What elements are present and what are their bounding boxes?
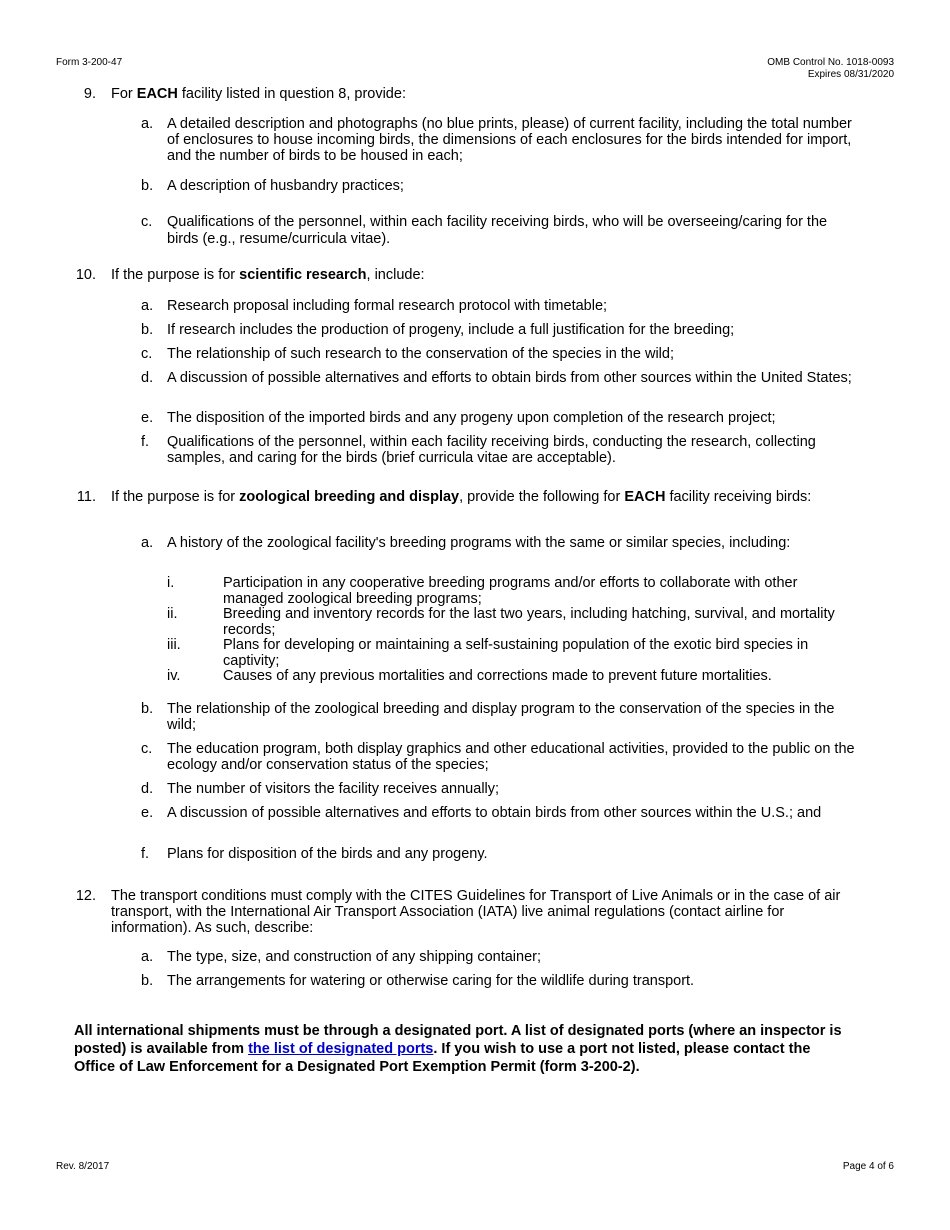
q10-item-f-text: Qualifications of the personnel, within each facility receiving birds, conducting the research, collecting samples, and caring for the birds (brief curricula vitae are acceptable).: [167, 434, 816, 466]
q12-item-a-text: The type, size, and construction of any shipping container;: [167, 949, 541, 965]
q11-roman-i-text: Participation in any cooperative breeding programs and/or efforts to collaborate with other managed zoological breeding programs;: [223, 575, 798, 607]
question-10-text: If the purpose is for scientific research, include:: [111, 267, 425, 283]
question-9-text: For EACH facility listed in question 8, provide:: [111, 86, 406, 102]
q11-roman-i-number: i.: [167, 575, 175, 591]
q12-item-b-text: The arrangements for watering or otherwise caring for the wildlife during transport.: [167, 973, 695, 989]
q11-item-b-text: The relationship of the zoological breeding and display program to the conservation of the species in the wild;: [167, 701, 835, 733]
q9-item-b-text: A description of husbandry practices;: [167, 178, 404, 194]
q10-item-e-letter: e.: [141, 410, 154, 426]
revision-date: Rev. 8/2017: [56, 1161, 110, 1172]
q11-item-b-letter: b.: [141, 701, 154, 717]
q11-item-c-text: The education program, both display graphics and other educational activities, provided to the public on the ecology and/or conservation status of the species;: [167, 741, 855, 773]
omb-control-number: OMB Control No. 1018-0093: [767, 57, 894, 68]
q9-item-c-text: Qualifications of the personnel, within each facility receiving birds, who will be overseeing/caring for the birds (e.g., resume/curricula vitae).: [167, 214, 828, 247]
q11-item-a-text: A history of the zoological facility's breeding programs with the same or similar species, including:: [167, 535, 791, 551]
q10-item-a-letter: a.: [141, 298, 154, 314]
q10-item-e-text: The disposition of the imported birds and any progeny upon completion of the research project;: [167, 410, 776, 426]
q10-item-b-letter: b.: [141, 322, 154, 338]
question-11-text: If the purpose is for zoological breeding and display, provide the following for EACH facility receiving birds:: [111, 489, 812, 505]
form-number: Form 3-200-47: [56, 57, 123, 68]
q11-item-f-text: Plans for disposition of the birds and any progeny.: [167, 846, 488, 862]
q10-item-c-text: The relationship of such research to the conservation of the species in the wild;: [167, 346, 674, 362]
q11-item-a-letter: a.: [141, 535, 154, 551]
question-11-number: 11.: [76, 489, 96, 505]
q11-item-f-letter: f.: [141, 846, 150, 862]
question-12-text: The transport conditions must comply with the CITES Guidelines for Transport of Live Animals or in the case of air transport, with the International Air Transport Association (IATA) live animal regulations (contact airline for information). As such, describe:: [111, 888, 841, 936]
q11-item-d-text: The number of visitors the facility receives annually;: [167, 781, 500, 797]
page-number: Page 4 of 6: [842, 1161, 894, 1172]
q10-item-f-letter: f.: [141, 434, 150, 450]
question-12-number: 12.: [75, 888, 96, 904]
q9-item-a-letter: a.: [141, 116, 154, 132]
q11-roman-ii-number: ii.: [167, 606, 178, 622]
q10-item-b-text: If research includes the production of progeny, include a full justification for the breeding;: [167, 322, 735, 338]
q11-roman-ii-text: Breeding and inventory records for the last two years, including hatching, survival, and mortality records;: [223, 606, 835, 638]
omb-control-block: [767, 57, 894, 81]
question-10-number: 10.: [75, 267, 96, 283]
q10-item-d-text: A discussion of possible alternatives and efforts to obtain birds from other sources within the United States;: [167, 370, 852, 386]
q11-item-e-text: A discussion of possible alternatives and efforts to obtain birds from other sources within the U.S.; and: [167, 805, 822, 821]
q9-item-a-text: A detailed description and photographs (no blue prints, please) of current facility, including the total number of enclosures to house incoming birds, the dimensions of each enclosures for the birds intended for import, and the number of birds to be housed in each;: [167, 116, 852, 164]
q11-roman-iv-number: iv.: [167, 668, 181, 684]
expiration-date: Expires 08/31/2020: [807, 69, 894, 80]
question-9-number: 9.: [83, 86, 96, 102]
q9-item-c-letter: c.: [141, 214, 153, 230]
q11-item-c-letter: c.: [141, 741, 153, 757]
designated-port-notice: All international shipments must be through a designated port. A list of designated ports (where an inspector is posted) is available from the list of designated ports. If you wish to use a port not listed, please contact the Office of Law Enforcement for a Designated Port Exemption Permit (form 3-200-2).: [74, 1023, 842, 1075]
q12-item-b-letter: b.: [141, 973, 154, 989]
q11-item-d-letter: d.: [141, 781, 154, 797]
q12-item-a-letter: a.: [141, 949, 154, 965]
q10-item-c-letter: c.: [141, 346, 153, 362]
q10-item-d-letter: d.: [141, 370, 154, 386]
q11-roman-iii-text: Plans for developing or maintaining a self-sustaining population of the exotic bird species in captivity;: [223, 637, 809, 669]
q9-item-b-letter: b.: [141, 178, 154, 194]
q11-roman-iv-text: Causes of any previous mortalities and corrections made to prevent future mortalities.: [223, 668, 772, 684]
q10-item-a-text: Research proposal including formal research protocol with timetable;: [167, 298, 608, 314]
q11-roman-iii-number: iii.: [167, 637, 181, 653]
q11-item-e-letter: e.: [141, 805, 154, 821]
designated-ports-link[interactable]: the list of designated ports: [248, 1041, 434, 1057]
